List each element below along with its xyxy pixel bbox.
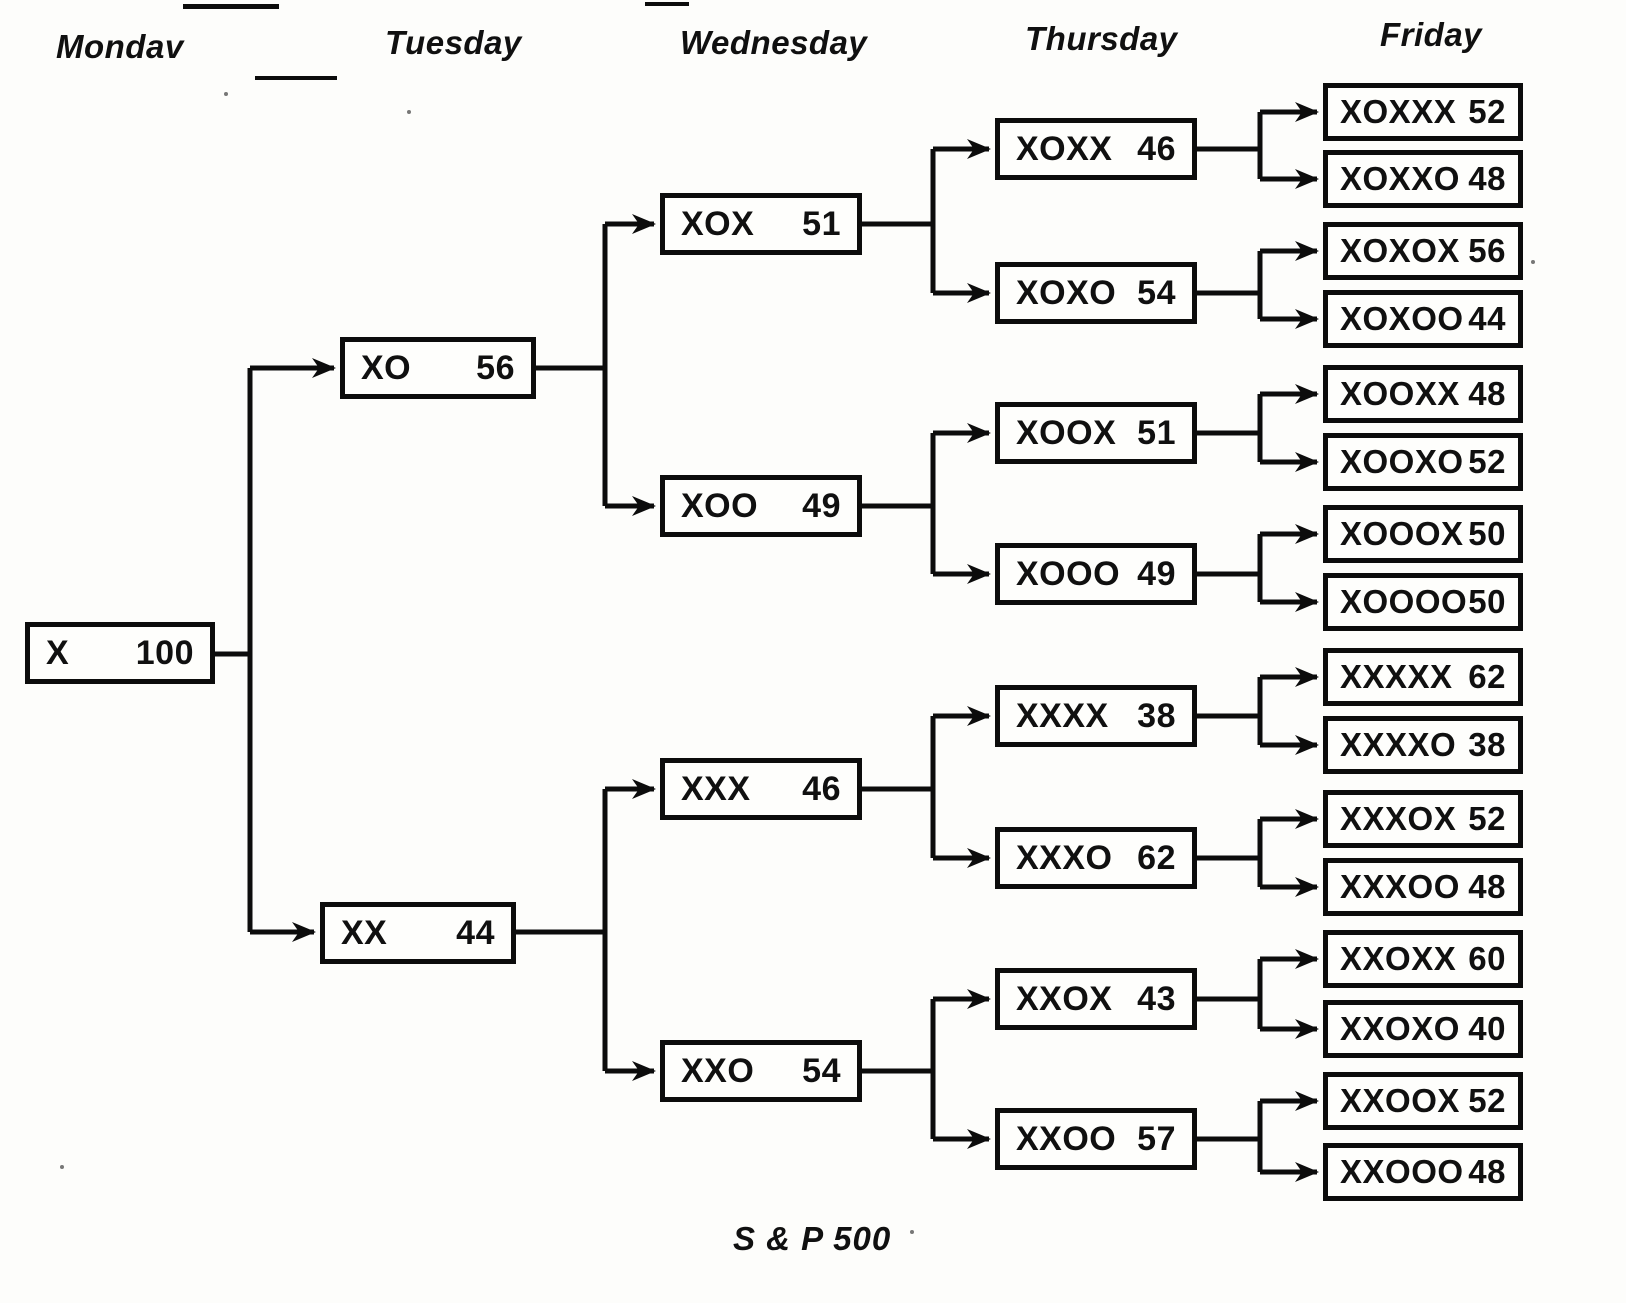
node-value: 56 [1468, 232, 1506, 269]
node-pattern: X [46, 633, 70, 672]
node-value: 62 [1468, 658, 1506, 695]
node-value: 49 [1137, 554, 1176, 593]
node-xxoxo [1323, 1000, 1523, 1058]
node-value: 54 [802, 1051, 841, 1090]
scan-artifact [255, 76, 337, 80]
node-pattern: XOOX [1016, 413, 1117, 452]
node-xoxox [1323, 222, 1523, 280]
node-value: 46 [1137, 129, 1176, 168]
node-pattern: XOXOO [1340, 300, 1464, 337]
node-value: 44 [456, 913, 495, 952]
column-header-tuesday: Tuesday [385, 24, 522, 61]
node-pattern: XX [341, 913, 388, 952]
node-xxx [660, 758, 862, 820]
node-xoxo [995, 262, 1197, 324]
node-xxox [995, 968, 1197, 1030]
node-pattern: XOX [681, 204, 755, 243]
node-xooox [1323, 505, 1523, 563]
node-xoooo [1323, 573, 1523, 631]
node-xooxx [1323, 365, 1523, 423]
node-xxxxx [1323, 648, 1523, 706]
node-value: 57 [1137, 1119, 1176, 1158]
node-pattern: XOOXO [1340, 443, 1464, 480]
node-value: 49 [802, 486, 841, 525]
node-pattern: XOOOX [1340, 515, 1464, 552]
node-pattern: XXOOO [1340, 1153, 1464, 1190]
node-value: 40 [1468, 1010, 1506, 1047]
node-xxoxx [1323, 930, 1523, 988]
node-value: 43 [1137, 979, 1176, 1018]
node-value: 48 [1468, 868, 1506, 905]
node-xoox [995, 402, 1197, 464]
node-value: 48 [1468, 1153, 1506, 1190]
node-value: 100 [135, 633, 194, 672]
node-pattern: XOXX [1016, 129, 1113, 168]
node-xxxoo [1323, 858, 1523, 916]
node-pattern: XXOX [1016, 979, 1113, 1018]
node-value: 51 [1137, 413, 1176, 452]
node-xxxx [995, 685, 1197, 747]
column-header-monday: Mondav [56, 28, 184, 65]
node-pattern: XXX [681, 769, 751, 808]
scan-artifact [183, 4, 279, 9]
node-pattern: XXXOO [1340, 868, 1460, 905]
node-xx [320, 902, 516, 964]
node-value: 56 [476, 348, 515, 387]
node-value: 52 [1468, 93, 1506, 130]
node-xoo [660, 475, 862, 537]
scan-speck [224, 92, 228, 96]
node-pattern: XO [361, 348, 412, 387]
node-value: 52 [1468, 800, 1506, 837]
node-xxxxo [1323, 716, 1523, 774]
node-pattern: XXO [681, 1051, 755, 1090]
node-pattern: XXXOX [1340, 800, 1457, 837]
node-pattern: XXOOX [1340, 1082, 1460, 1119]
node-value: 48 [1468, 160, 1506, 197]
node-xxoox [1323, 1072, 1523, 1130]
node-pattern: XXOO [1016, 1119, 1117, 1158]
node-xoxxx [1323, 83, 1523, 141]
node-pattern: XXXXO [1340, 726, 1457, 763]
node-pattern: XOXXX [1340, 93, 1457, 130]
node-xo [340, 337, 536, 399]
node-xoxxo [1323, 150, 1523, 208]
node-value: 52 [1468, 1082, 1506, 1119]
node-xox [660, 193, 862, 255]
figure-caption: S & P 500 [733, 1220, 892, 1257]
node-xxo [660, 1040, 862, 1102]
node-xooo [995, 543, 1197, 605]
node-xxoo [995, 1108, 1197, 1170]
node-xxooo [1323, 1143, 1523, 1201]
node-value: 51 [802, 204, 841, 243]
node-xoxx [995, 118, 1197, 180]
node-value: 38 [1468, 726, 1506, 763]
node-value: 38 [1137, 696, 1176, 735]
node-pattern: XOXOX [1340, 232, 1460, 269]
node-value: 48 [1468, 375, 1506, 412]
node-x [25, 622, 215, 684]
node-xoxoo [1323, 290, 1523, 348]
column-header-wednesday: Wednesday [680, 24, 868, 61]
node-value: 60 [1468, 940, 1506, 977]
node-pattern: XOXXO [1340, 160, 1460, 197]
node-pattern: XXOXX [1340, 940, 1457, 977]
node-pattern: XXXXX [1340, 658, 1453, 695]
node-xxxox [1323, 790, 1523, 848]
scan-speck [910, 1230, 914, 1234]
column-header-thursday: Thursday [1025, 20, 1178, 57]
node-value: 54 [1137, 273, 1176, 312]
node-value: 44 [1468, 300, 1506, 337]
node-pattern: XOXO [1016, 273, 1117, 312]
node-xooxo [1323, 433, 1523, 491]
node-pattern: XOO [681, 486, 759, 525]
node-value: 50 [1468, 515, 1506, 552]
node-xxxo [995, 827, 1197, 889]
scan-artifact [645, 2, 689, 6]
node-pattern: XOOXX [1340, 375, 1460, 412]
column-header-friday: Friday [1380, 16, 1483, 53]
scan-speck [1531, 260, 1535, 264]
node-value: 46 [802, 769, 841, 808]
scan-speck [60, 1165, 64, 1169]
node-pattern: XOOO [1016, 554, 1121, 593]
node-value: 50 [1468, 583, 1506, 620]
node-value: 62 [1137, 838, 1176, 877]
node-pattern: XXXO [1016, 838, 1113, 877]
node-pattern: XXOXO [1340, 1010, 1460, 1047]
node-pattern: XXXX [1016, 696, 1109, 735]
node-value: 52 [1468, 443, 1506, 480]
scan-speck [407, 110, 411, 114]
node-pattern: XOOOO [1340, 583, 1468, 620]
